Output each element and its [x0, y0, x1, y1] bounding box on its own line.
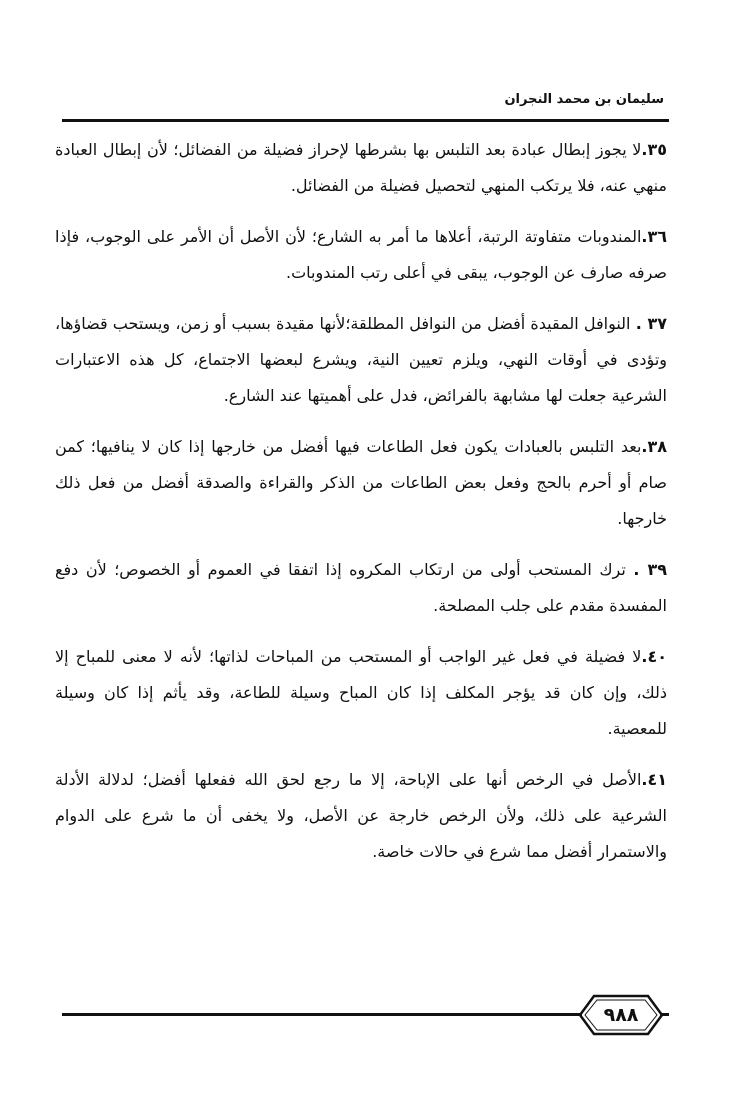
paragraph-number: ٣٦. — [641, 227, 667, 246]
paragraph-text: المندوبات متفاوتة الرتبة، أعلاها ما أمر به الشارع؛ لأن الأصل أن الأمر على الوجوب، فإذا صرفه صارف عن الوجوب، يبقى في أعلى رتب المندوبات. — [55, 227, 667, 282]
paragraph-39 — [55, 552, 667, 624]
footer-rule — [62, 1013, 582, 1016]
paragraph-number: ٣٧ . — [635, 314, 668, 333]
page-body — [55, 132, 667, 885]
paragraph-number: ٣٩ . — [633, 560, 667, 579]
paragraph-number: ٤١. — [641, 770, 667, 789]
paragraph-text: ترك المستحب أولى من ارتكاب المكروه إذا اتفقا في العموم أو الخصوص؛ لأن دفع المفسدة مقدم على جلب المصلحة. — [55, 560, 667, 615]
paragraph-text: بعد التلبس بالعبادات يكون فعل الطاعات فيها أفضل من خارجها إذا كان لا ينافيها؛ كمن صام أو أحرم بالحج وفعل بعض الطاعات من الذكر والقراءة والصدقة أفضل من فعل ذلك خارجها. — [55, 437, 667, 528]
running-header: سليمان بن محمد النجران — [504, 92, 664, 107]
paragraph-40 — [55, 639, 667, 747]
paragraph-number: ٣٥. — [641, 140, 667, 159]
paragraph-36 — [55, 219, 667, 291]
paragraph-35 — [55, 132, 667, 204]
header-rule — [62, 119, 669, 122]
page-number: ٩٨٨ — [603, 1004, 639, 1026]
paragraph-text: لا فضيلة في فعل غير الواجب أو المستحب من المباحات لذاتها؛ لأنه لا معنى للمباح إلا ذلك، وإن كان قد يؤجر المكلف إذا كان المباح وسيلة للطاعة، وقد يأثم إذا كان وسيلة للمعصية. — [55, 647, 667, 738]
paragraph-38 — [55, 429, 667, 537]
paragraph-41 — [55, 762, 667, 870]
paragraph-text: لا يجوز إبطال عبادة بعد التلبس بها بشرطها لإحراز فضيلة من الفضائل؛ لأن إبطال العبادة منهي عنه، فلا يرتكب المنهي لتحصيل فضيلة من الفضائل. — [55, 140, 667, 195]
page-number-badge — [578, 993, 664, 1037]
paragraph-text: النوافل المقيدة أفضل من النوافل المطلقة؛لأنها مقيدة بسبب أو زمن، ويستحب قضاؤها، وتؤدى في أوقات النهي، ويلزم تعيين النية، ويشرع لبعضها الاجتماع، كل هذه الاعتبارات الشرعية جعلت لها مشابهة بالفرائض، فدل على أهميتها عند الشارع. — [55, 314, 667, 405]
paragraph-text: الأصل في الرخص أنها على الإباحة، إلا ما رجع لحق الله ففعلها أفضل؛ لدلالة الأدلة الشرعية على ذلك، ولأن الرخص خارجة عن الأصل، ولا يخفى أن ما شرع على الدوام والاستمرار أفضل مما شرع في حالات خاصة. — [55, 770, 667, 861]
paragraph-37 — [55, 306, 667, 414]
paragraph-number: ٣٨. — [641, 437, 667, 456]
paragraph-number: ٤٠. — [641, 647, 667, 666]
